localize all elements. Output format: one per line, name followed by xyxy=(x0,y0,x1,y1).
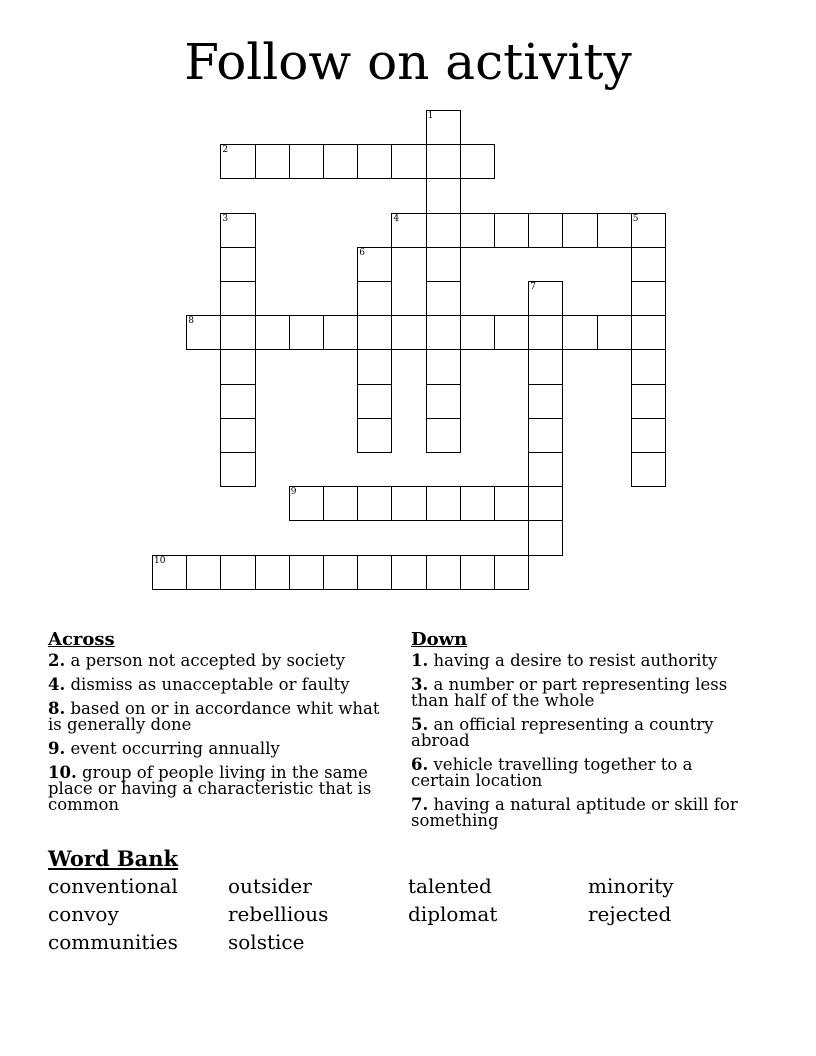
clue-number: 4 xyxy=(393,213,400,224)
crossword-cell[interactable] xyxy=(152,555,187,590)
crossword-cell[interactable] xyxy=(528,486,563,521)
across-clues xyxy=(48,628,388,821)
crossword-cell[interactable] xyxy=(528,452,563,487)
crossword-cell[interactable] xyxy=(460,144,495,179)
clue-number: 9 xyxy=(290,487,297,498)
word-bank-item: solstice xyxy=(228,930,305,954)
crossword-cell[interactable] xyxy=(357,555,392,590)
crossword-cell[interactable] xyxy=(528,418,563,453)
clue-number: 3 xyxy=(222,213,229,224)
crossword-cell[interactable] xyxy=(426,213,461,248)
crossword-cell[interactable] xyxy=(426,486,461,521)
crossword-cell[interactable] xyxy=(597,315,632,350)
word-bank-item: rejected xyxy=(588,902,672,926)
clue-number: 6 xyxy=(359,247,365,258)
crossword-cell[interactable] xyxy=(323,555,358,590)
crossword-cell[interactable] xyxy=(562,315,597,350)
crossword-cell[interactable] xyxy=(255,315,290,350)
down-heading: Down xyxy=(411,629,468,650)
crossword-cell[interactable] xyxy=(391,213,426,248)
crossword-cell[interactable] xyxy=(391,555,426,590)
crossword-cell[interactable] xyxy=(494,213,529,248)
crossword-cell[interactable] xyxy=(220,555,255,590)
crossword-cell[interactable] xyxy=(220,418,255,453)
crossword-cell[interactable] xyxy=(426,555,461,590)
clue-across-4: 4. dismiss as unacceptable or faulty xyxy=(48,675,350,694)
crossword-cell[interactable] xyxy=(426,384,461,419)
word-bank-item: minority xyxy=(588,874,674,898)
crossword-cell[interactable] xyxy=(460,486,495,521)
clue-down-1: 1. having a desire to resist authority xyxy=(411,651,718,670)
clue-across-9: 9. event occurring annually xyxy=(48,739,280,758)
crossword-cell[interactable] xyxy=(357,418,392,453)
clue-down-7: 7. having a natural aptitude or skill for something xyxy=(411,795,738,830)
crossword-cell[interactable] xyxy=(460,315,495,350)
crossword-cell[interactable] xyxy=(323,486,358,521)
clue-number: 1 xyxy=(427,111,434,121)
crossword-cell[interactable] xyxy=(426,110,461,145)
clue-number: 2 xyxy=(222,145,229,156)
crossword-cell[interactable] xyxy=(426,281,461,316)
crossword-cell[interactable] xyxy=(255,555,290,590)
word-bank-item: conventional xyxy=(48,874,178,898)
crossword-cell[interactable] xyxy=(528,213,563,248)
crossword-cell[interactable] xyxy=(220,315,255,350)
crossword-cell[interactable] xyxy=(426,418,461,453)
crossword-cell[interactable] xyxy=(631,281,666,316)
clue-number: 5 xyxy=(632,213,639,224)
crossword-cell[interactable] xyxy=(631,349,666,384)
clue-number: 8 xyxy=(188,316,194,327)
crossword-cell[interactable] xyxy=(494,315,529,350)
crossword-cell[interactable] xyxy=(460,213,495,248)
crossword-cell[interactable] xyxy=(426,247,461,282)
word-bank-item: convoy xyxy=(48,902,119,926)
clue-number: 10 xyxy=(154,555,166,566)
crossword-cell[interactable] xyxy=(289,486,324,521)
crossword-cell[interactable] xyxy=(220,349,255,384)
word-bank xyxy=(48,874,768,958)
crossword-cell[interactable] xyxy=(289,144,324,179)
page-title: Follow on activity xyxy=(184,33,632,91)
crossword-cell[interactable] xyxy=(528,349,563,384)
crossword-cell[interactable] xyxy=(186,555,221,590)
crossword-cell[interactable] xyxy=(426,349,461,384)
crossword-cell[interactable] xyxy=(220,213,255,248)
crossword-cell[interactable] xyxy=(391,486,426,521)
crossword-cell[interactable] xyxy=(323,144,358,179)
clue-across-2: 2. a person not accepted by society xyxy=(48,651,346,670)
crossword-cell[interactable] xyxy=(528,281,563,316)
crossword-cell[interactable] xyxy=(426,315,461,350)
crossword-cell[interactable] xyxy=(494,486,529,521)
word-bank-item: rebellious xyxy=(228,902,329,926)
crossword-cell[interactable] xyxy=(289,555,324,590)
crossword-cell[interactable] xyxy=(391,315,426,350)
crossword-cell[interactable] xyxy=(426,144,461,179)
crossword-cell[interactable] xyxy=(562,213,597,248)
word-bank-title: Word Bank xyxy=(48,846,179,871)
word-bank-item: communities xyxy=(48,930,178,954)
crossword-cell[interactable] xyxy=(357,384,392,419)
crossword-cell[interactable] xyxy=(631,315,666,350)
crossword-cell[interactable] xyxy=(357,349,392,384)
crossword-cell[interactable] xyxy=(426,178,461,213)
crossword-cell[interactable] xyxy=(186,315,221,350)
crossword-cell[interactable] xyxy=(220,384,255,419)
clue-down-5: 5. an official representing a country abroad xyxy=(411,715,714,750)
crossword-cell[interactable] xyxy=(220,247,255,282)
crossword-cell[interactable] xyxy=(357,144,392,179)
crossword-cell[interactable] xyxy=(323,315,358,350)
crossword-cell[interactable] xyxy=(494,555,529,590)
clue-down-6: 6. vehicle travelling together to a certain location xyxy=(411,755,693,790)
clue-across-10: 10. group of people living in the same place or having a characteristic that is common xyxy=(48,763,372,814)
crossword-cell[interactable] xyxy=(631,213,666,248)
crossword-cell[interactable] xyxy=(357,247,392,282)
crossword-cell[interactable] xyxy=(391,144,426,179)
crossword-cell[interactable] xyxy=(460,555,495,590)
crossword-cell[interactable] xyxy=(528,520,563,555)
crossword-cell[interactable] xyxy=(357,281,392,316)
clue-across-8: 8. based on or in accordance whit what is generally done xyxy=(48,699,380,734)
crossword-cell[interactable] xyxy=(255,144,290,179)
crossword-cell[interactable] xyxy=(357,315,392,350)
crossword-cell[interactable] xyxy=(220,144,255,179)
clue-down-3: 3. a number or part representing less than half of the whole xyxy=(411,675,728,710)
crossword-cell[interactable] xyxy=(528,384,563,419)
word-bank-item: talented xyxy=(408,874,492,898)
crossword-cell[interactable] xyxy=(357,486,392,521)
crossword-cell[interactable] xyxy=(528,315,563,350)
clue-number: 7 xyxy=(530,282,536,292)
crossword-cell[interactable] xyxy=(220,281,255,316)
crossword-cell[interactable] xyxy=(597,213,632,248)
word-bank-item: diplomat xyxy=(408,902,498,926)
crossword-cell[interactable] xyxy=(631,452,666,487)
crossword-cell[interactable] xyxy=(631,384,666,419)
across-heading: Across xyxy=(48,629,115,650)
crossword-cell[interactable] xyxy=(289,315,324,350)
crossword-cell[interactable] xyxy=(631,247,666,282)
down-clues xyxy=(411,628,756,837)
crossword-cell[interactable] xyxy=(220,452,255,487)
crossword-cell[interactable] xyxy=(631,418,666,453)
word-bank-item: outsider xyxy=(228,874,312,898)
